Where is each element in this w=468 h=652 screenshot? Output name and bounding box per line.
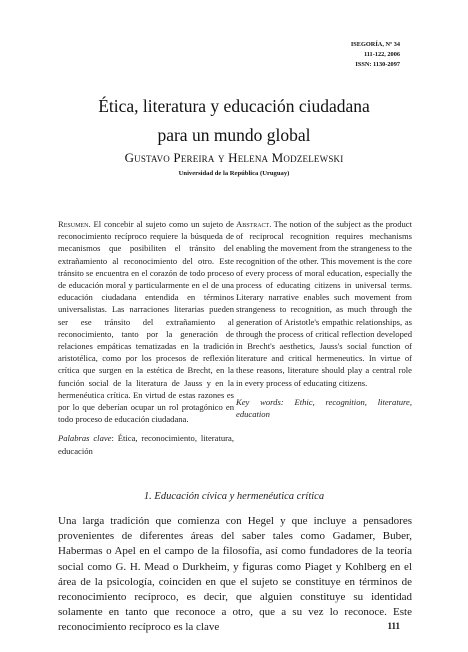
- section-paragraph: Una larga tradición que comienza con Hegel y que incluye a pensadores provenientes de diferentes áreas del saber tales como Gadamer, Buber, Habermas o Apel en el campo de la filosofía, así como fundadores de la teoría social como G. H. Mead o Durkheim, y figuras como Piaget y Kohlberg en el área de la psicología, coinciden en que el sujeto se constituye en términos de reconocimiento recíproco, es decir, que alguien constituye su identidad solamente en tanto que reconoce a otro, que a su vez lo reconoce. Este reconocimiento recíproco es la clave: [58, 515, 412, 634]
- abstract-block: [236, 218, 412, 420]
- journal-issue: ISEGORÍA, Nº 34: [350, 41, 400, 48]
- journal-issn: ISSN: 1130-2097: [355, 61, 400, 68]
- title-line-2: para un mundo global: [157, 125, 311, 145]
- article-title: [0, 92, 468, 150]
- keywords-label: Palabras clave: [58, 433, 112, 444]
- abstract-label: Abstract.: [236, 219, 272, 229]
- section-heading: 1. Educación cívica y hermenéutica crítica: [143, 491, 325, 502]
- abstract-keywords: Key words: Ethic, recognition, literature, education: [236, 396, 412, 420]
- resumen-keywords: [58, 432, 234, 456]
- abstract-text: [236, 218, 412, 389]
- resumen-label: Resumen.: [58, 219, 91, 229]
- title-line-1: Ética, literatura y educación ciudadana: [98, 96, 370, 116]
- keywords-list: : Ética, reconocimiento, literatura, educación: [58, 433, 234, 456]
- resumen-text: [58, 218, 234, 425]
- journal-reference: [351, 40, 400, 70]
- author-affiliation: Universidad de la República (Uruguay): [178, 170, 290, 177]
- page-number: 111: [387, 621, 400, 631]
- resumen-block: [58, 218, 234, 457]
- abstract-body: The notion of the subject as the product of reciprocal recognition requires mechanisms enabling the movement from the strangeness to the recognition of the other. This movement is the core of every process of moral education, especially the process of educating citizens in universal terms. Literary narrative enables such movement from strangeness to recognition, as much through the generation of Aristotle's empathic relationships, as through the process of critical reflection developed in Brecht's aesthetics, Jauss's social function of literature and critical hermeneutics. In virtue of these reasons, literature should play a central role in every process of educating citizens.: [236, 219, 412, 388]
- article-authors: Gustavo Pereira y Helena Modzelewski: [124, 150, 344, 165]
- resumen-body: El concebir al sujeto como un sujeto de reconocimiento recíproco requiere la búsqueda de mecanismos que posibiliten el tránsito del extrañamiento al reconocimiento del otro. Este tránsito se encuentra en el corazón de todo proceso de educación moral y particularmente en el de una educación ciudadana entendida en términos universalistas. Las narraciones literarias pueden ser ese tránsito del extrañamiento al reconocimiento, tanto por la generación de relaciones empáticas tematizadas en la tradición aristotélica, como por los procesos de reflexión crítica que surgen en la estética de Brecht, en la función social de la literatura de Jauss y en la hermenéutica crítica. En virtud de estas razones es por lo que deberían ocupar un rol protagónico en todo proceso de educación ciudadana.: [58, 219, 234, 425]
- journal-pages: 111-122, 2006: [363, 51, 400, 58]
